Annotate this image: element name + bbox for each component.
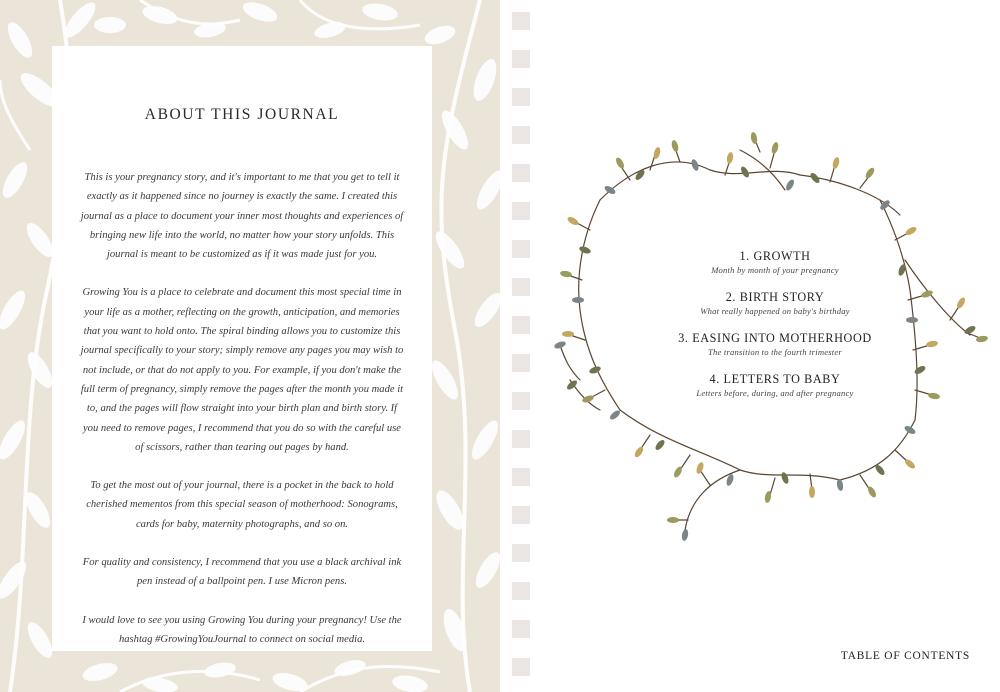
toc-subtitle: The transition to the fourth trimester bbox=[708, 347, 842, 357]
right-page bbox=[540, 0, 1000, 692]
binding-hole bbox=[512, 164, 530, 182]
binding-hole bbox=[512, 354, 530, 372]
page-footer-label: TABLE OF CONTENTS bbox=[840, 650, 970, 662]
toc-item-growth[interactable] bbox=[660, 248, 890, 276]
binding-hole bbox=[512, 544, 530, 562]
toc-subtitle: What really happened on baby's birthday bbox=[700, 306, 850, 316]
spiral-binding bbox=[500, 0, 540, 692]
paragraph-intro: This is your pregnancy story, and it's important to me that you get to tell it exactly as it happened since no journey is exactly the same. I created this journal as a place to document your inner most thoughts and experiences of bringing new life into the world, no matter how your story unfolds. This journal is meant to be customized as if it was made just for you. bbox=[80, 172, 404, 261]
binding-hole bbox=[512, 506, 530, 524]
toc-heading: 2. BIRTH STORY bbox=[725, 290, 825, 304]
binding-hole bbox=[512, 126, 530, 144]
table-of-contents bbox=[660, 248, 890, 412]
binding-hole bbox=[512, 392, 530, 410]
toc-subtitle: Month by month of your pregnancy bbox=[711, 265, 839, 275]
toc-item-birth-story[interactable] bbox=[660, 289, 890, 317]
paragraph-pen: For quality and consistency, I recommend that you use a black archival ink pen instead of a ballpoint pen. I use Micron pens. bbox=[82, 557, 402, 588]
binding-hole bbox=[512, 240, 530, 258]
binding-hole bbox=[512, 582, 530, 600]
binding-hole bbox=[512, 88, 530, 106]
toc-item-easing-into-motherhood[interactable] bbox=[660, 330, 890, 358]
binding-hole bbox=[512, 658, 530, 676]
binding-hole bbox=[512, 278, 530, 296]
toc-heading: 4. LETTERS TO BABY bbox=[709, 372, 841, 386]
about-journal-card bbox=[52, 46, 432, 651]
binding-hole bbox=[512, 50, 530, 68]
binding-hole bbox=[512, 430, 530, 448]
binding-hole bbox=[512, 202, 530, 220]
binding-hole bbox=[512, 12, 530, 30]
page-title: ABOUT THIS JOURNAL bbox=[144, 106, 340, 123]
about-journal-body bbox=[78, 168, 406, 668]
toc-item-letters-to-baby[interactable] bbox=[660, 371, 890, 399]
toc-heading: 1. GROWTH bbox=[739, 249, 811, 263]
binding-hole bbox=[512, 468, 530, 486]
binding-hole bbox=[512, 620, 530, 638]
binding-hole bbox=[512, 316, 530, 334]
paragraph-growing-you: Growing You is a place to celebrate and document this most special time in your life as a mother, reflecting on the growth, anticipation, and memories that you want to hold onto. The spiral binding allows you to customize this journal specifically to your story; simply remove any pages you may wish to not include, or that do not apply to you. For example, if you don't make the full term of pregnancy, simply remove the pages after the month you made it to, and the pages will flow straight into your birth plan and birth story. If you need to remove pages, I recommend that you do so with the careful use of scissors, rather than tearing out pages by hand. bbox=[80, 287, 404, 453]
toc-subtitle: Letters before, during, and after pregnancy bbox=[696, 388, 854, 398]
paragraph-hashtag: I would love to see you using Growing You during your pregnancy! Use the hashtag #GrowingYouJournal to connect on social media. bbox=[82, 614, 402, 645]
paragraph-pocket: To get the most out of your journal, there is a pocket in the back to hold cherished mementos from this special season of motherhood: Sonograms, cards for baby, maternity photographs, and so on. bbox=[86, 480, 398, 530]
toc-heading: 3. EASING INTO MOTHERHOOD bbox=[678, 331, 872, 345]
